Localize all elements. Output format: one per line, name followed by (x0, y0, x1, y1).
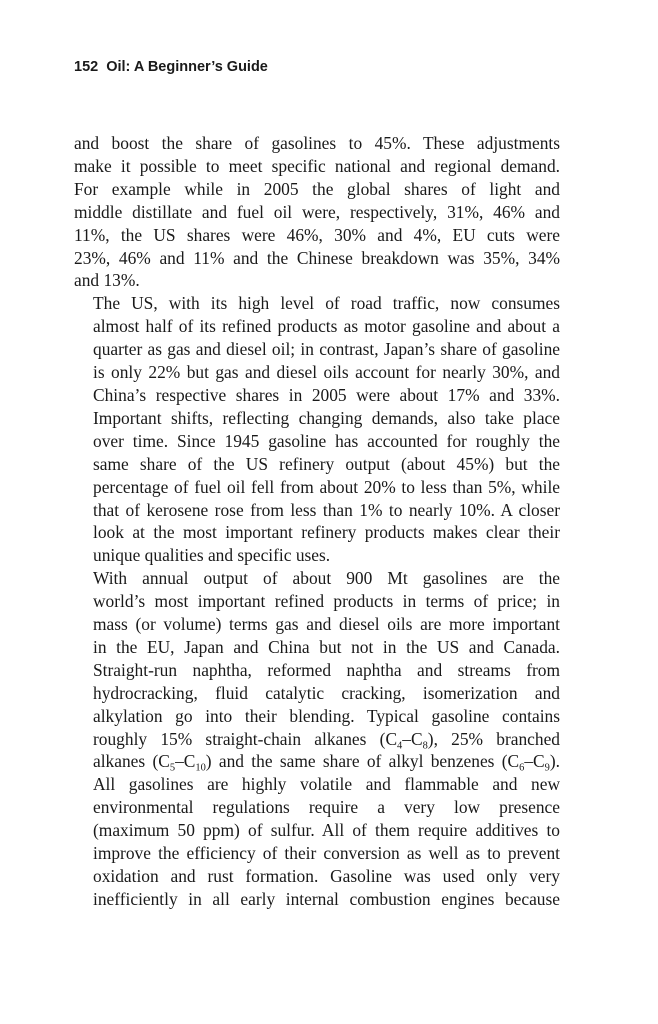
text-line: For example while in 2005 the global shares of light and (74, 178, 560, 199)
book-title: Oil: A Beginner’s Guide (106, 59, 268, 75)
text-line: same share of the US refinery output (about 45%) but the (93, 453, 560, 474)
text-line: is only 22% but gas and diesel oils account for nearly 30%, and (93, 362, 560, 383)
text-fragment: ), 25% branched (427, 728, 560, 749)
text-line: and 13%. (74, 270, 140, 291)
text-line: oxidation and rust formation. Gasoline was used only very (93, 866, 560, 886)
text-line: over time. Since 1945 gasoline has accounted for roughly the (93, 430, 560, 451)
page-number: 152 (74, 59, 99, 75)
text-line: alkylation go into their blending. Typical gasoline contains (93, 705, 560, 726)
text-fragment: –C (402, 728, 423, 749)
subscript: 4 (397, 740, 403, 752)
formula-line (74, 728, 560, 751)
text-fragment: ) and the same share of alkyl benzenes (C (205, 751, 520, 772)
text-line: With annual output of about 900 Mt gasolines are the (93, 568, 560, 589)
text-line: look at the most important refinery products makes clear their (93, 522, 560, 543)
text-line: make it possible to meet specific national and regional demand. (74, 155, 560, 176)
running-head (74, 59, 268, 75)
text-line: Important shifts, reflecting changing demands, also take place (93, 407, 560, 428)
text-line: Straight-run naphtha, reformed naphtha and streams from (93, 659, 560, 680)
subscript: 10 (195, 763, 206, 775)
text-line: in the EU, Japan and China but not in the US and Canada. (93, 636, 560, 657)
subscript: 5 (169, 763, 176, 775)
paragraph-1 (74, 132, 560, 292)
text-line: 23%, 46% and 11% and the Chinese breakdown was 35%, 34% (74, 247, 560, 268)
text-line: middle distillate and fuel oil were, respectively, 31%, 46% and (74, 201, 560, 222)
subscript: 6 (519, 763, 525, 775)
text-line: environmental regulations require a very low presence (93, 797, 560, 818)
text-line: improve the efficiency of their conversion as well as to prevent (93, 843, 560, 864)
subscript: 8 (422, 740, 428, 752)
text-line: almost half of its refined products as motor gasoline and about a (93, 316, 560, 337)
subscript: 9 (544, 763, 550, 775)
text-line: percentage of fuel oil fell from about 20% to less than 5%, while (93, 476, 560, 497)
text-line: China’s respective shares in 2005 were about 17% and 33%. (93, 384, 560, 405)
text-line: hydrocracking, fluid catalytic cracking, isomerization and (93, 682, 560, 703)
formula-line (74, 750, 560, 773)
text-line: mass (or volume) terms gas and diesel oils are more important (93, 614, 560, 635)
text-line: inefficiently in all early internal combustion engines because (93, 888, 560, 909)
paragraph-2 (74, 292, 560, 567)
text-line: quarter as gas and diesel oil; in contrast, Japan’s share of gasoline (93, 339, 560, 360)
text-fragment: –C (175, 751, 196, 772)
text-line: 11%, the US shares were 46%, 30% and 4%, EU cuts were (74, 224, 560, 245)
text-fragment: alkanes (C (93, 751, 170, 772)
text-line: that of kerosene rose from less than 1% to nearly 10%. A closer (93, 499, 560, 520)
text-line: unique qualities and specific uses. (93, 545, 331, 566)
text-line: and boost the share of gasolines to 45%. These adjustments (74, 133, 560, 153)
body-text (74, 132, 560, 911)
text-line: The US, with its high level of road traffic, now consumes (93, 293, 560, 314)
text-fragment: roughly 15% straight-chain alkanes (C (93, 728, 398, 749)
paragraph-3 (74, 567, 560, 911)
text-line: (maximum 50 ppm) of sulfur. All of them require additives to (93, 820, 560, 841)
text-fragment: ). (549, 751, 560, 772)
text-line: world’s most important refined products in terms of price; in (93, 591, 560, 612)
text-fragment: –C (524, 751, 545, 772)
text-line: All gasolines are highly volatile and flammable and new (93, 774, 560, 795)
